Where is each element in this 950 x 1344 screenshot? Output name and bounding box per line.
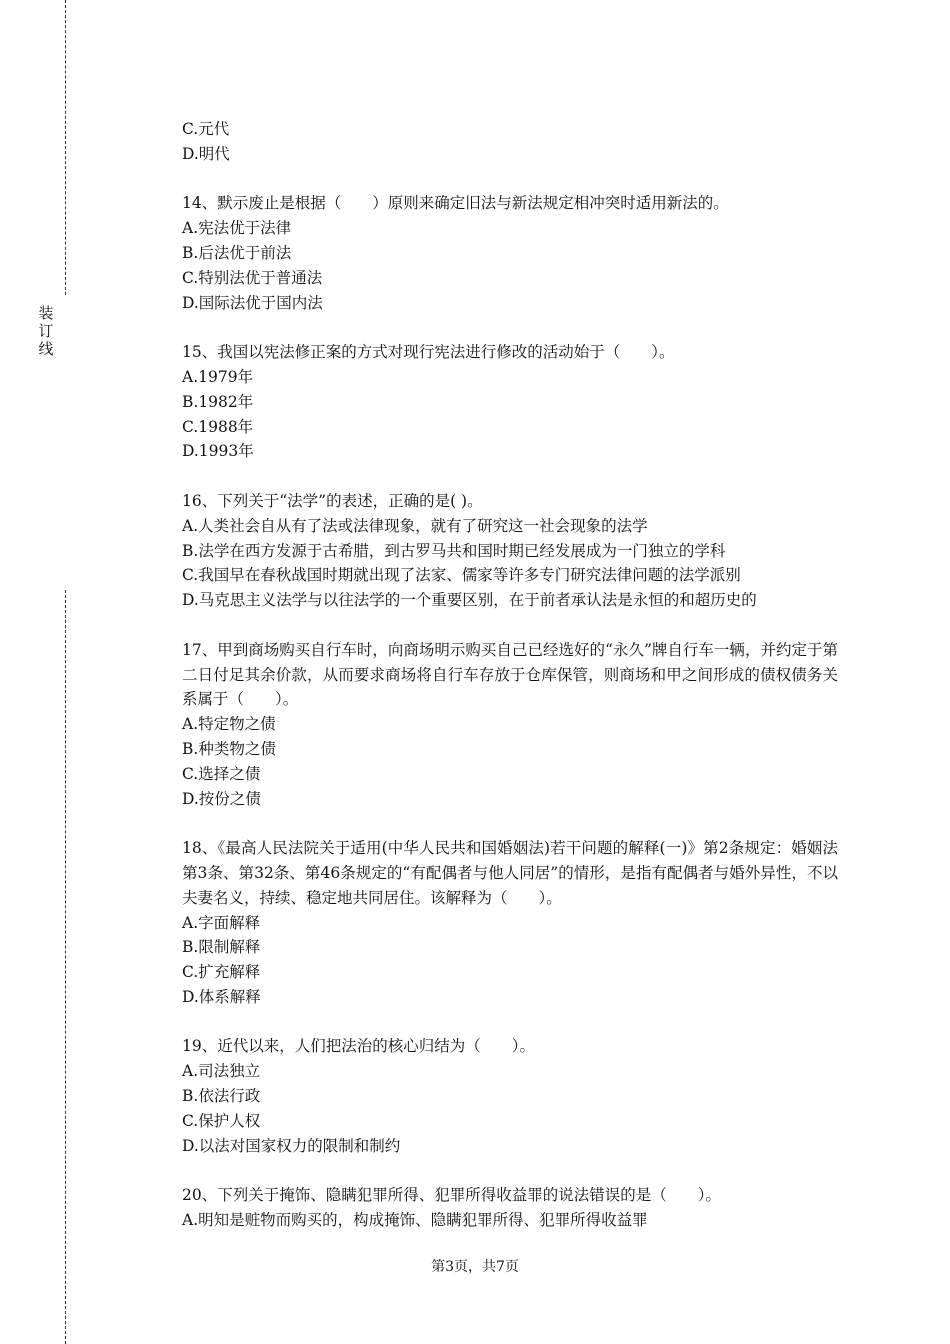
option-a: A.明知是赃物而购买的，构成掩饰、隐瞒犯罪所得、犯罪所得收益罪 (182, 1211, 648, 1230)
question-16 (182, 489, 838, 613)
binding-label-char: 订 (38, 322, 54, 340)
question-stem: 16、下列关于“法学”的表述，正确的是( )。 (182, 491, 483, 510)
option-a: A.1979年 (182, 367, 254, 386)
option-d: D.按份之债 (182, 789, 261, 808)
option-d: D.1993年 (182, 442, 254, 461)
option-c: C.我国早在春秋战国时期就出现了法家、儒家等许多专门研究法律问题的法学派别 (182, 566, 741, 585)
option-d: D.马克思主义法学与以往法学的一个重要区别，在于前者承认法是永恒的和超历史的 (182, 591, 757, 610)
question-stem: 17、甲到商场购买自行车时，向商场明示购买自己已经选好的“永久”牌自行车一辆，并约定于第二日付足其余价款，从而要求商场将自行车存放于仓库保管，则商场和甲之间形成的债权债务关系属于（ ）。 (182, 640, 838, 709)
question-15 (182, 340, 838, 464)
option-b: B.种类物之债 (182, 739, 276, 758)
question-19 (182, 1034, 838, 1158)
page-number: 第3页，共7页 (431, 1259, 519, 1275)
option-c: C.选择之债 (182, 764, 261, 783)
exam-content (182, 117, 838, 1233)
option-a: A.司法独立 (182, 1062, 261, 1081)
option-c: C.扩充解释 (182, 963, 261, 982)
option-c: C.元代 (182, 120, 230, 138)
option-b: B.后法优于前法 (182, 243, 292, 262)
question-20 (182, 1183, 838, 1233)
option-c: C.特别法优于普通法 (182, 268, 323, 287)
option-d: D.体系解释 (182, 987, 261, 1006)
binding-label-char: 装 (38, 304, 54, 322)
option-a: A.特定物之债 (182, 715, 276, 734)
binding-line-label (36, 304, 56, 358)
question-stem: 14、默示废止是根据（ ）原则来确定旧法与新法规定相冲突时适用新法的。 (182, 194, 729, 213)
binding-dashed-line-top (65, 0, 66, 295)
question-13-carryover (182, 117, 838, 167)
option-b: B.依法行政 (182, 1087, 261, 1106)
binding-dashed-line-bottom (65, 590, 66, 1344)
option-b: B.1982年 (182, 392, 254, 411)
option-b: B.法学在西方发源于古希腊，到古罗马共和国时期已经发展成为一门独立的学科 (182, 541, 726, 560)
option-c: C.1988年 (182, 417, 254, 436)
binding-label-char: 线 (38, 340, 54, 358)
option-a: A.字面解释 (182, 913, 261, 932)
question-18 (182, 836, 838, 1010)
option-d: D.国际法优于国内法 (182, 293, 323, 312)
option-d: D.明代 (182, 144, 230, 163)
option-c: C.保护人权 (182, 1111, 261, 1130)
question-stem: 20、下列关于掩饰、隐瞒犯罪所得、犯罪所得收益罪的说法错误的是（ ）。 (182, 1186, 721, 1205)
option-d: D.以法对国家权力的限制和制约 (182, 1136, 401, 1155)
option-a: A.人类社会自从有了法或法律现象，就有了研究这一社会现象的法学 (182, 516, 648, 535)
option-b: B.限制解释 (182, 938, 261, 957)
question-stem: 19、近代以来，人们把法治的核心归结为（ ）。 (182, 1037, 535, 1056)
question-stem: 18、《最高人民法院关于适用(中华人民共和国婚姻法)若干问题的解释(一)》第2条规定：婚姻法第3条、第32条、第46条规定的“有配偶者与他人同居”的情形，是指有配偶者与婚外异性，不以夫妻名义，持续、稳定地共同居住。该解释为（ ）。 (182, 839, 838, 907)
question-14 (182, 191, 838, 315)
question-17 (182, 638, 838, 812)
question-stem: 15、我国以宪法修正案的方式对现行宪法进行修改的活动始于（ ）。 (182, 343, 675, 362)
option-a: A.宪法优于法律 (182, 219, 292, 238)
